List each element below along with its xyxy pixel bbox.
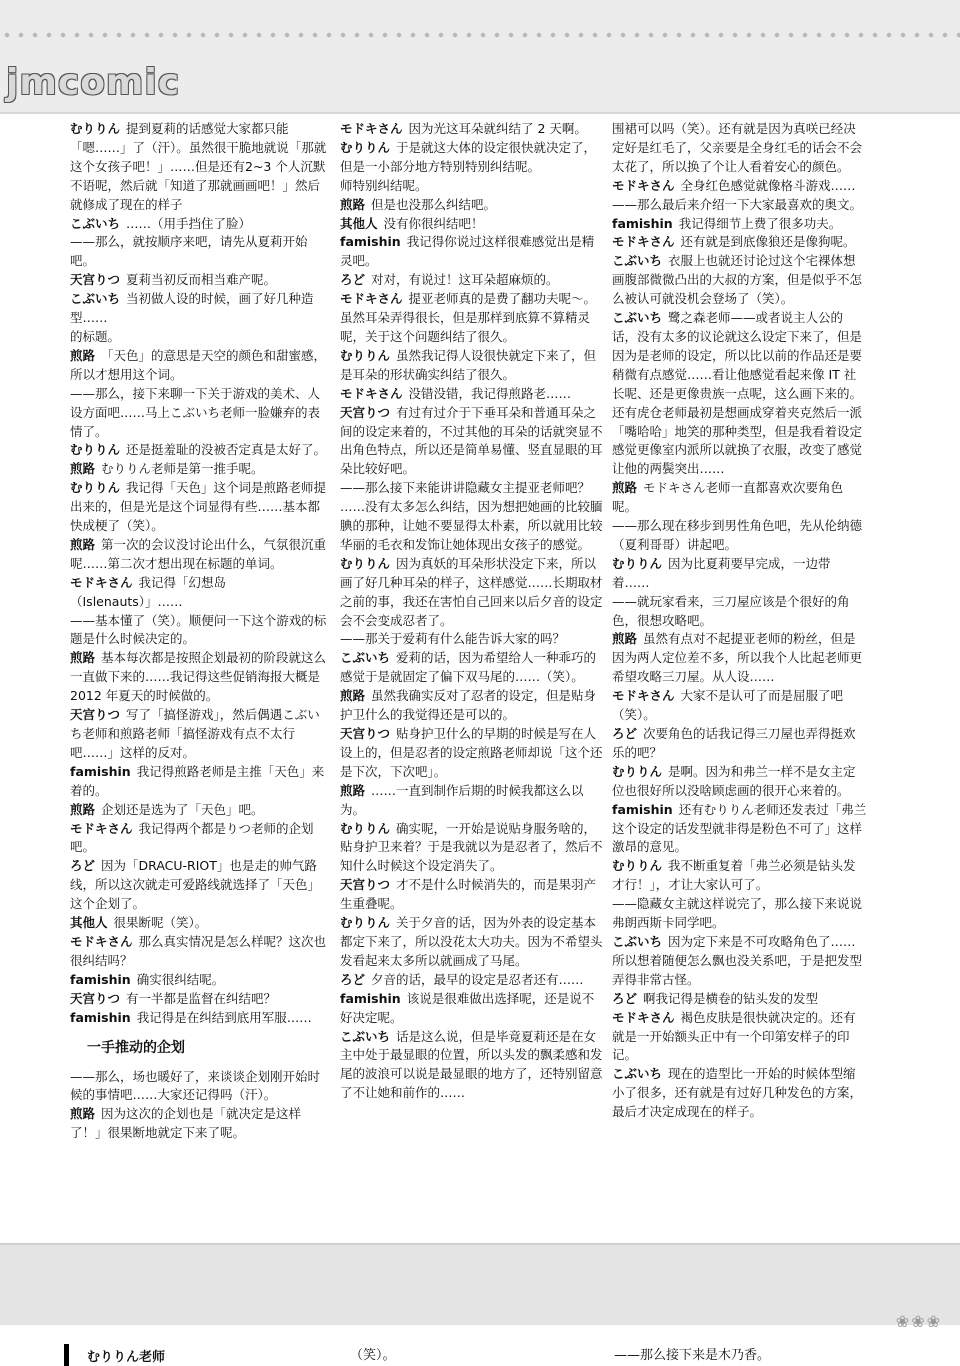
dialogue-text: 提亚老师真的是费了翻功夫呢～。虽然耳朵弄得很长，但是那样到底算不算精灵呢，关于这个问题纠结了很久。 [340,291,597,344]
dialogue-line [70,1009,332,1028]
speaker-name: famishin [70,971,131,987]
dialogue-text: 提到夏莉的话感觉大家都只能「嗯……」了（汗）。虽然很干脆地就说「那就这个女孩子吧！」……但是还有2~3 个人沉默不语呢，然后就「知道了那就画画吧！」然后就修成了现在的样子 [70,121,327,212]
dialogue-text: 话是这么说，但是毕竟夏莉还是在女主中处于最显眼的位置，所以头发的飘柔感和发尾的波浪可以说是最显眼的地方了，还特别留意了不让她和前作的…… [340,1028,603,1101]
dialogue-line [612,1065,868,1122]
dialogue-line [340,555,604,631]
dialogue-text: ——那关于爱莉有什么能告诉大家的吗？ [340,631,566,647]
speaker-name: こぶいち [612,310,663,326]
dialogue-text: ……没有太多怎么纠结，因为想把她画的比较腼腆的那种，让她不要显得太朴素，所以就用比较华丽的毛衣和发饰让她体现出女孩子的感觉。 [340,499,603,552]
dialogue-text: 虽然有点对不起提亚老师的粉丝，但是因为两人定位差不多，所以我个人比起老师更希望攻略三刀屋。从人设…… [612,631,863,685]
speaker-name: 煎路 [70,461,96,477]
dialogue-line [340,876,604,914]
dialogue-text: 因为「DRACU-RIOT」也是走的帅气路线，所以这次就走可爱路线就选择了「天色」这个企划了。 [70,858,321,912]
dialogue-line [612,990,868,1009]
dialogue-text: 还有就是到底像狼还是像狗呢。 [680,234,856,250]
dialogue-line [340,120,604,139]
footer-mid-text: （笑）。 [350,1348,396,1363]
dialogue-text: 现在的造型比一开始的时候体型缩小了很多，还有就是有过好几种发色的方案，最后才决定成现在的样子。 [612,1066,863,1120]
dialogue-text: むりりん老师是第一推手呢。 [101,461,264,477]
dialogue-line [340,271,604,290]
dialogue-line [612,252,868,309]
dialogue-line [70,1105,332,1143]
dialogue-line [70,857,332,914]
dialogue-text: ——基本懂了（笑）。顺便问一下这个游戏的标题是什么时候决定的。 [70,612,327,647]
dialogue-line [340,782,604,820]
dialogue-text: 褐色皮肤是很快就决定的。还有就是一开始额头正中有一个印第安样子的印记。 [612,1009,856,1063]
dialogue-line [612,857,868,895]
dialogue-line [340,971,604,990]
dialogue-text: 企划还是选为了「天色」吧。 [101,801,264,817]
dialogue-line [340,385,604,404]
dialogue-text: 因为光这耳朵就纠结了 2 天啊。 [408,121,587,136]
dialogue-line [612,309,868,479]
speaker-name: famishin [70,1009,131,1025]
dialogue-text: 我记得你说过这样很难感觉出是精灵吧。 [340,234,595,269]
dialogue-line [70,820,332,858]
dialogue-text: ……一直到制作后期的时候我都这么以为。 [340,782,584,817]
dialogue-line [70,460,332,479]
dialogue-line [70,233,332,271]
speaker-name: ろど [612,726,638,741]
dialogue-text: ——那么，场也暖好了，来谈谈企划刚开始时候的事情吧……大家还记得吗（汗）。 [70,1068,321,1103]
dialogue-line [70,385,332,442]
dialogue-line [612,479,868,517]
speaker-name: ろど [70,858,96,874]
dialogue-text: 我记得煎路老师是主推「天色」来着的。 [70,763,325,798]
dialogue-line [612,763,868,801]
speaker-name: 煎路 [70,801,96,817]
dialogue-text: 确实呢，一开始是说贴身服务啥的，贴身护卫来着？于是我就以为是忍者了，然后不知什么时候这个设定消失了。 [340,820,603,874]
dialogue-text: 我记得两个都是りつ老师的企划吧。 [70,820,314,855]
dialogue-line [612,933,868,990]
dialogue-text: 贴身护卫什么的早期的时候是写在人设上的，但是忍者的设定煎路老师却说「这个还是下次，下次吧」。 [340,726,603,779]
dialogue-line [340,990,604,1028]
dialogue-line [340,347,604,385]
dialogue-line [340,1028,604,1104]
speaker-name: モドキさん [340,121,403,136]
dialogue-text: 于是就这大体的设定很快就决定了，但是一小部分地方特别特别纠结呢。 [340,139,597,174]
dialogue-text: 还是挺羞耻的没被否定真是太好了。 [126,442,327,458]
dialogue-line [340,290,604,347]
speaker-name: 煎路 [70,650,96,666]
dialogue-text: モドキさん老师一直都喜欢次要角色呢。 [612,480,844,515]
speaker-name: むりりん [70,121,121,136]
dialogue-text: ——那么，就按顺序来吧，请先从夏莉开始吧。 [70,234,308,269]
speaker-name: むりりん [70,480,121,496]
speaker-name: 其他人 [340,215,378,231]
dialogue-line [70,1068,332,1106]
speaker-name: こぶいち [340,650,391,666]
dialogue-text: 没错没错，我记得煎路老…… [408,385,572,401]
section-heading-text: 一手推动的企划 [87,1040,185,1057]
speaker-name: famishin [612,215,673,231]
speaker-name: こぶいち [612,1066,663,1082]
speaker-name: ろど [340,971,366,987]
dialogue-line [340,820,604,877]
dialogue-text: 有一半都是监督在纠结吧？ [126,990,277,1006]
speaker-name: 煎路 [340,782,366,798]
speaker-name: 煎路 [340,196,366,212]
dialogue-text: 因为定下来是不可攻略角色了……所以想着随便怎么飘也没关系吧，于是把发型弄得非常古怪。 [612,933,863,987]
dialogue-text: 基本每次都是按照企划最初的阶段就这么一直做下来的……我记得这些促销海报大概是 2012 年夏天的时候做的。 [70,650,327,704]
dialogue-line [612,630,868,687]
dialogue-text: 因为比夏莉要早完成，一边带着…… [612,555,831,590]
dialogue-text: 没有你很纠结吧！ [383,215,484,231]
speaker-name: 天宫りつ [340,726,391,741]
dialogue-line [70,990,332,1009]
speaker-name: famishin [70,763,131,779]
speaker-name: むりりん [612,858,663,874]
dialogue-text: 大家不是认可了而是屈服了吧（笑）。 [612,688,844,723]
speaker-name: 煎路 [612,631,638,647]
dialogue-line [340,177,604,196]
dialogue-line [70,763,332,801]
dialogue-text: 对对，有说过！这耳朵超麻烦的。 [371,272,559,288]
speaker-name: 天宫りつ [340,877,391,893]
speaker-name: モドキさん [612,688,675,704]
dialogue-line [70,347,332,385]
section-heading [70,1038,332,1060]
speaker-name: famishin [340,990,401,1006]
dialogue-line [612,555,868,593]
dialogue-text: 第一次的会议没讨论出什么，气氛很沉重呢……第二次才想出现在标题的单词。 [70,536,327,571]
dialogue-text: 夕音的话，最早的设定是忍者还有…… [371,971,584,987]
dialogue-text: ——隐藏女主就这样说完了，那么接下来说说弗朗西斯卡同学吧。 [612,896,863,931]
dialogue-text: 我记得是在纠结到底用军服…… [136,1009,312,1025]
dialogue-line [340,914,604,971]
dialogue-text: 那么真实情况是怎么样呢？这次也很纠结吗？ [70,933,327,968]
dialogue-text: ——那么，接下来聊一下关于游戏的美术、人设方面吧……马上こぶいち老师一脸嫌弃的表情了。 [70,385,321,439]
dialogue-text: 「天色」的意思是天空的颜色和甜蜜感，所以才想用这个词。 [70,347,327,382]
dialogue-line [612,593,868,631]
dialogue-line [612,895,868,933]
dialogue-line [340,139,604,177]
dialogue-line [612,196,868,215]
dialogue-line [612,233,868,252]
dialogue-line [70,120,332,215]
dialogue-line [70,328,332,347]
dialogue-text: 次要角色的话我记得三刀屋也弄得挺欢乐的吧？ [612,726,856,760]
dialogue-text: 很果断呢（笑）。 [113,915,208,931]
dialogue-line [340,649,604,687]
speaker-name: モドキさん [612,177,675,193]
dialogue-line [340,196,604,215]
dialogue-line [612,215,868,234]
speaker-name: むりりん [340,347,391,363]
dialogue-text: 全身红色感觉就像格斗游戏…… [680,177,856,193]
dialogue-text: 啊我记得是横卷的钻头发的发型 [643,990,819,1006]
dialogue-text: 虽然我确实反对了忍者的设定，但是贴身护卫什么的我觉得还是可以的。 [340,688,597,723]
dialogue-text: 确实很纠结呢。 [136,971,225,987]
dialogue-text: 我记得细节上费了很多功夫。 [678,215,842,231]
dialogue-line [70,649,332,706]
speaker-name: モドキさん [612,234,675,250]
dialogue-text: 鹭之森老师——或者说主人公的话，没有太多的议论就这么设定下来了，但是因为是老师的设定，所以比以前的作品还是要稍微有点感觉……看让他感觉看起来像 IT 社长呢、还是更像贵族一点呢，这么画下来的。还有虎仓老师最初是想画成穿着夹克然后一派「嘴哈哈」地笑的那种类型，但是我看着设定感觉更像室内派所以就换了衣服，改变了感觉让他的两鬓突出…… [612,310,863,477]
dialogue-line [340,498,604,555]
dialogue-text: 虽然我记得人设很快就定下来了，但是耳朵的形状确实纠结了很久。 [340,347,597,382]
footer-band [0,1243,960,1325]
dialogue-text: 我不断重复着「弗兰必须是钻头发才行！」，才让大家认可了。 [612,858,856,893]
speaker-name: むりりん [612,763,663,779]
dialogue-text: 有过有过介于下垂耳朵和普通耳朵之间的设定来着的，不过其他的耳朵的话就突显不出角色特点，所以还是简单易懂、竖直显眼的耳朵比较好吧。 [340,404,603,477]
dialogue-text: ——那么接下来能讲讲隐藏女主提亚老师吧？ [340,480,591,496]
speaker-name: 煎路 [612,480,638,496]
dialogue-line [340,687,604,725]
dialogue-text: 当初做人设的时候，画了好几种造型…… [70,291,314,326]
dialogue-text: 关于夕音的话，因为外表的设定基本都定下来了，所以没花太大功夫。因为不希望头发看起来太多所以就画成了马尾。 [340,915,603,968]
speaker-name: 煎路 [340,688,366,704]
dialogue-line [612,725,868,763]
column-1 [70,120,332,1238]
dialogue-line [70,706,332,763]
dialogue-text: ——那么最后来介绍一下大家最喜欢的奥文。 [612,196,863,212]
speaker-name: むりりん [340,915,391,931]
dialogue-line [70,536,332,574]
dialogue-line [340,215,604,234]
dialogue-line [70,933,332,971]
decorative-flowers: ❀❀❀ [895,1312,942,1331]
dialogue-text: 还有むりりん老师还发表过「弗兰这个设定的话发型就非得是粉色不可了」这样激昂的意见。 [612,801,867,855]
speaker-name: モドキさん [340,385,403,401]
dialogue-line [70,441,332,460]
speaker-name: 煎路 [70,347,96,363]
dialogue-line [340,233,604,271]
speaker-name: むりりん [340,555,391,571]
speaker-name: 其他人 [70,915,108,931]
speaker-name: こぶいち [70,215,121,231]
dialogue-line [70,914,332,933]
speaker-name: 天宫りつ [70,990,121,1006]
dialogue-text: 才不是什么时候消失的，而是果羽产生重叠呢。 [340,877,597,912]
speaker-name: ろど [612,990,638,1006]
speaker-name: 天宫りつ [70,707,121,723]
dialogue-text: 因为真妖的耳朵形状没定下来，所以画了好几种耳朵的样子，这样感觉……长期取材之前的事，我还在害怕自己回来以后夕音的设定会不会变成忍者了。 [340,555,603,628]
dialogue-text: 我记得「天色」这个词是煎路老师提出来的，但是光是这个词显得有些……基本都快成梗了（笑）。 [70,480,327,534]
speaker-name: 天宫りつ [70,272,121,288]
speaker-name: 煎路 [70,1106,96,1122]
dialogue-line [70,271,332,290]
speaker-name: むりりん [340,820,391,836]
dialogue-line [70,971,332,990]
dialogue-line [70,574,332,612]
speaker-name: ろど [340,272,366,288]
footer-right-text: ——那么接下来是木乃香。 [614,1348,771,1363]
dialogue-text: 围裙可以吗（笑）。还有就是因为真咲已经决定好是红毛了，父亲要是全身红毛的话会不会太花了，所以换了个让人看着安心的颜色。 [612,121,863,174]
dialogue-text: 的标题。 [70,328,121,344]
dialogue-line [70,290,332,328]
speaker-name: 天宫りつ [340,404,391,420]
dialogue-line [70,215,332,234]
dialogue-line [340,725,604,782]
watermark-logo: jmcomic [6,62,181,103]
dialogue-text: 但是也没那么纠结吧。 [371,196,497,212]
speaker-name: モドキさん [70,820,133,836]
speaker-name: モドキさん [70,933,133,949]
speaker-name: モドキさん [612,1009,675,1025]
speaker-name: famishin [612,801,673,817]
speaker-name: むりりん [340,139,391,155]
speaker-name: こぶいち [340,1028,391,1044]
speaker-name: モドキさん [70,574,133,590]
speaker-name: こぶいち [612,253,663,269]
dialogue-text: 写了「搞怪游戏」，然后偶遇こぶいち老师和煎路老师「搞怪游戏有点不太行吧……」这样的反对。 [70,707,320,760]
dialogue-line [612,801,868,858]
dialogue-line [612,120,868,177]
dialogue-line [612,687,868,725]
dialogue-text: 夏莉当初反而相当难产呢。 [126,272,277,288]
dialogue-line [340,479,604,498]
dialogue-text: ——就玩家看来，三刀屋应该是个很好的角色，很想攻略吧。 [612,593,850,628]
speaker-name: famishin [340,234,401,250]
dialogue-text: 因为这次的企划也是「就决定是这样了！」很果断地就定下来了呢。 [70,1106,302,1141]
footer-heading-text: むりりん老师 [87,1349,166,1365]
dialogue-text: ……（用手挡住了脸） [126,215,252,231]
speaker-name: モドキさん [340,291,403,307]
dialogue-text: 师特别纠结呢。 [340,177,428,193]
header-band [0,0,960,114]
dialogue-line [612,517,868,555]
speaker-name: こぶいち [70,291,121,307]
speaker-name: むりりん [70,442,121,458]
dialogue-text: 我记得「幻想岛（Islenauts）」…… [70,574,227,609]
dialogue-line [70,479,332,536]
heading-bar-icon [64,1344,69,1366]
speaker-name: こぶいち [612,933,663,949]
dialogue-line [612,177,868,196]
dialogue-line [70,612,332,650]
dialogue-line [340,630,604,649]
dialogue-text: 衣服上也就还讨论过这个宅裸体想画腹部微微凸出的大叔的方案，但是似乎不怎么被认可就没机会登场了（笑）。 [612,253,863,307]
dialogue-text: 是啊。因为和弗兰一样不是女主定位也很好所以没啥顾虑画的很开心来着的。 [612,763,856,798]
speaker-name: むりりん [612,555,663,571]
dialogue-text: 爱莉的话，因为希望给人一种乖巧的感觉于是就固定了偏下双马尾的……（笑）。 [340,650,597,685]
dotted-border [0,30,960,40]
dialogue-line [340,404,604,480]
speaker-name: 煎路 [70,536,96,552]
dialogue-text: 该说是很难做出选择呢，还是说不好决定呢。 [340,990,595,1025]
dialogue-line [612,1009,868,1066]
column-2 [340,120,604,1238]
column-3 [612,120,868,1238]
dialogue-line [70,801,332,820]
footer-heading [64,1344,165,1366]
dialogue-text: ——那么现在移步到男性角色吧，先从伦纳德（夏利哥哥）讲起吧。 [612,518,863,552]
